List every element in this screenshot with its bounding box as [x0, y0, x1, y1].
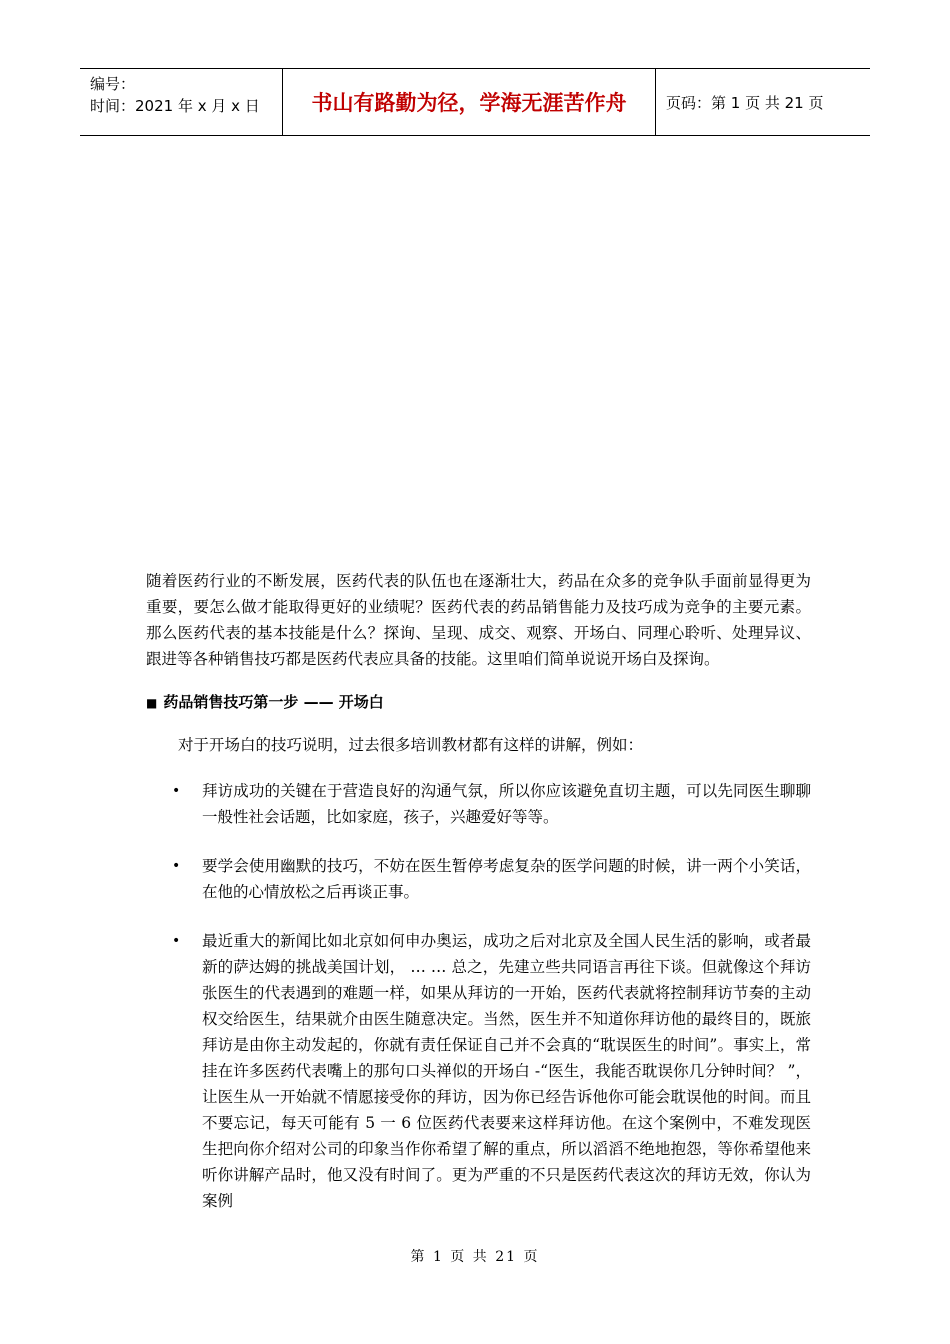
page-footer: 第 1 页 共 21 页 — [410, 1249, 540, 1265]
list-item — [146, 778, 811, 830]
bullet-icon: • — [172, 858, 181, 874]
list-item — [146, 853, 811, 905]
square-bullet-icon: ■ — [146, 696, 158, 710]
list-item-text: 拜访成功的关键在于营造良好的沟通气氛，所以你应该避免直切主题，可以先同医生聊聊一般性社会话题，比如家庭，孩子，兴趣爱好等等。 — [202, 782, 811, 826]
document-body — [146, 568, 811, 1237]
section-heading — [146, 689, 811, 716]
lead-paragraph: 对于开场白的技巧说明，过去很多培训教材都有这样的讲解，例如： — [178, 736, 644, 754]
header-page-info: 页码：第 1 页 共 21 页 — [666, 93, 824, 112]
page-header — [80, 68, 870, 136]
section-title: 药品销售技巧第一步 —— 开场白 — [163, 693, 384, 711]
document-number: 编号： — [90, 75, 136, 93]
bullet-list — [146, 778, 811, 1214]
header-motto-cell — [282, 69, 656, 135]
bullet-icon: • — [172, 933, 181, 949]
list-item-text: 最近重大的新闻比如北京如何申办奥运，成功之后对北京及全国人民生活的影响，或者最新的萨达姆的挑战美国计划， … … 总之，先建立些共同语言再往下谈。但就像这个拜访张医生的代表遇到的难题一样，如果从拜访的一开始，医药代表就将控制拜访节奏的主动权交给医生，结果就介由医生随意决定。当然，医生并不知道你拜访他的最终目的，既旅拜访是由你主动发起的，你就有责任保证自己并不会真的“耽误医生的时间”。事实上，常挂在许多医药代表嘴上的那句口头禅似的开场白 -“医生，我能否耽误你几分钟时间？ ”，让医生从一开始就不情愿接受你的拜访，因为你已经告诉他你可能会耽误他的时间。而且不要忘记，每天可能有 5 一 6 位医药代表要来这样拜访他。在这个案例中，不难发现医生把向你介绍对公司的印象当作你希望了解的重点，所以滔滔不绝地抱怨，等你希望他来听你讲解产品时，他又没有时间了。更为严重的不只是医药代表这次的拜访无效，你认为案例 — [202, 932, 811, 1210]
bullet-icon: • — [172, 783, 181, 799]
list-item-text: 要学会使用幽默的技巧，不妨在医生暂停考虑复杂的医学问题的时候，讲一两个小笑话，在他的心情放松之后再谈正事。 — [202, 857, 811, 901]
intro-paragraph: 随着医药行业的不断发展，医药代表的队伍也在逐渐壮大，药品在众多的竞争队手面前显得更为重要，要怎么做才能取得更好的业绩呢？医药代表的药品销售能力及技巧成为竞争的主要元素。那么医药代表的基本技能是什么？探询、呈现、成交、观察、开场白、同理心聆听、处理异议、跟进等各种销售技巧都是医药代表应具备的技能。这里咱们简单说说开场白及探询。 — [146, 572, 811, 668]
document-date: 时间：2021 年 x 月 x 日 — [90, 97, 260, 115]
header-motto: 书山有路勤为径，学海无涯苦作舟 — [311, 91, 627, 115]
header-info — [80, 69, 282, 135]
list-item — [146, 928, 811, 1214]
